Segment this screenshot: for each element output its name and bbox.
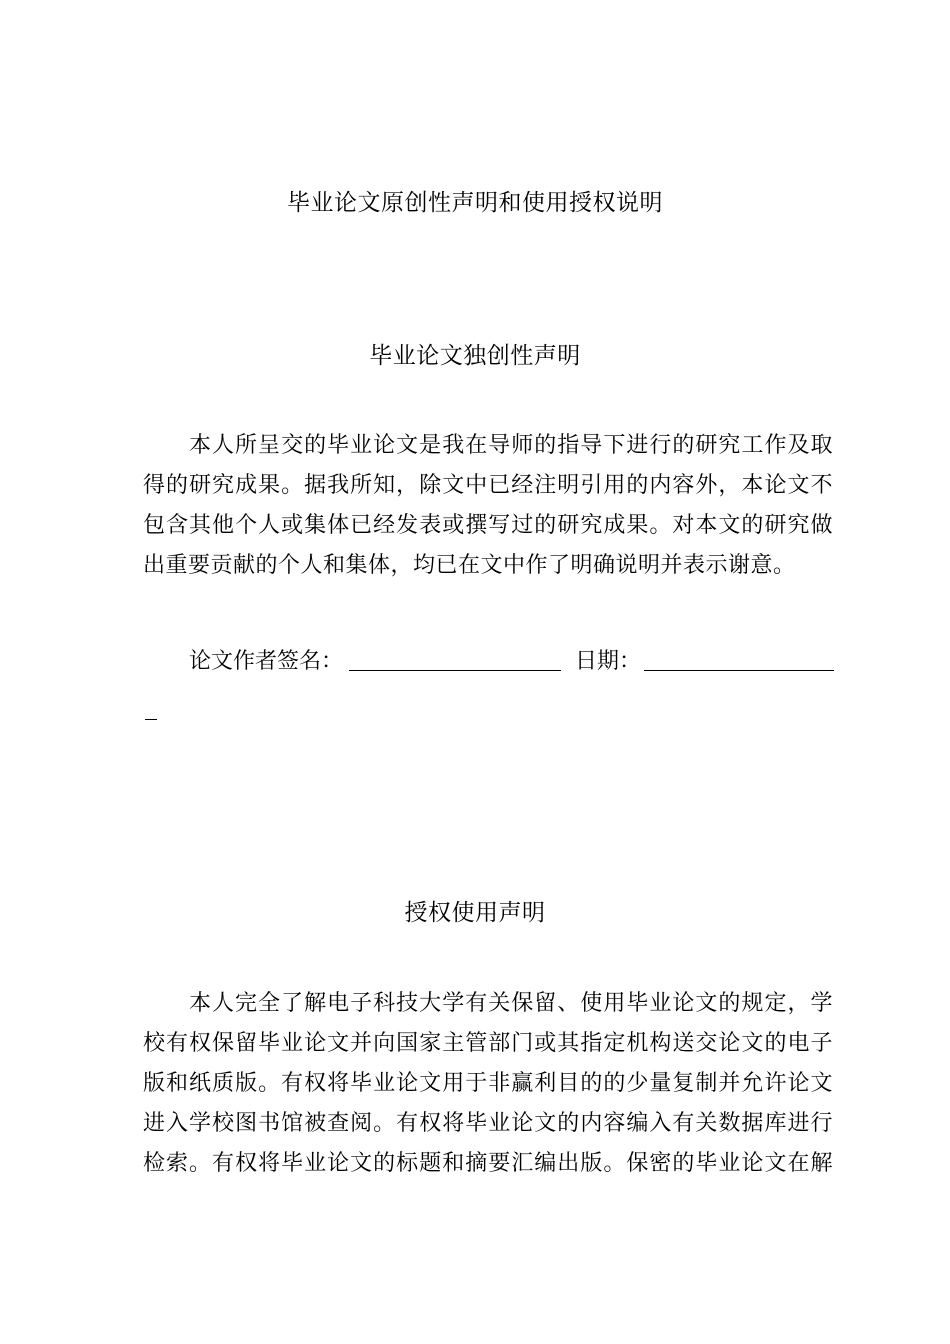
paragraph-line: 检索。有权将毕业论文的标题和摘要汇编出版。保密的毕业论文在解 bbox=[143, 1151, 833, 1176]
blank-line-continuation bbox=[145, 719, 157, 720]
signature-blank-line[interactable] bbox=[349, 670, 561, 671]
authorization-section-title: 授权使用声明 bbox=[404, 900, 546, 926]
date-blank-line[interactable] bbox=[644, 670, 834, 671]
paragraph-line: 本人所呈交的毕业论文是我在导师的指导下进行的研究工作及取 bbox=[189, 433, 833, 458]
originality-section-title: 毕业论文独创性声明 bbox=[369, 343, 581, 369]
authorization-paragraph bbox=[143, 984, 833, 1184]
date-label: 日期： bbox=[575, 649, 642, 674]
paragraph-line: 进入学校图书馆被查阅。有权将毕业论文的内容编入有关数据库进行 bbox=[143, 1111, 833, 1136]
paragraph-line: 得的研究成果。据我所知，除文中已经注明引用的内容外，本论文不 bbox=[143, 473, 833, 498]
paragraph-line: 出重要贡献的个人和集体，均已在文中作了明确说明并表示谢意。 bbox=[143, 553, 796, 578]
originality-paragraph bbox=[143, 426, 833, 586]
paragraph-line: 版和纸质版。有权将毕业论文用于非赢利目的的少量复制并允许论文 bbox=[143, 1071, 833, 1096]
signature-label: 论文作者签名： bbox=[189, 649, 344, 674]
signature-row bbox=[189, 642, 834, 682]
paragraph-line: 本人完全了解电子科技大学有关保留、使用毕业论文的规定，学 bbox=[189, 991, 833, 1016]
paragraph-line: 校有权保留毕业论文并向国家主管部门或其指定机构送交论文的电子 bbox=[143, 1031, 833, 1056]
paragraph-line: 包含其他个人或集体已经发表或撰写过的研究成果。对本文的研究做 bbox=[143, 513, 833, 538]
document-title: 毕业论文原创性声明和使用授权说明 bbox=[287, 190, 663, 216]
